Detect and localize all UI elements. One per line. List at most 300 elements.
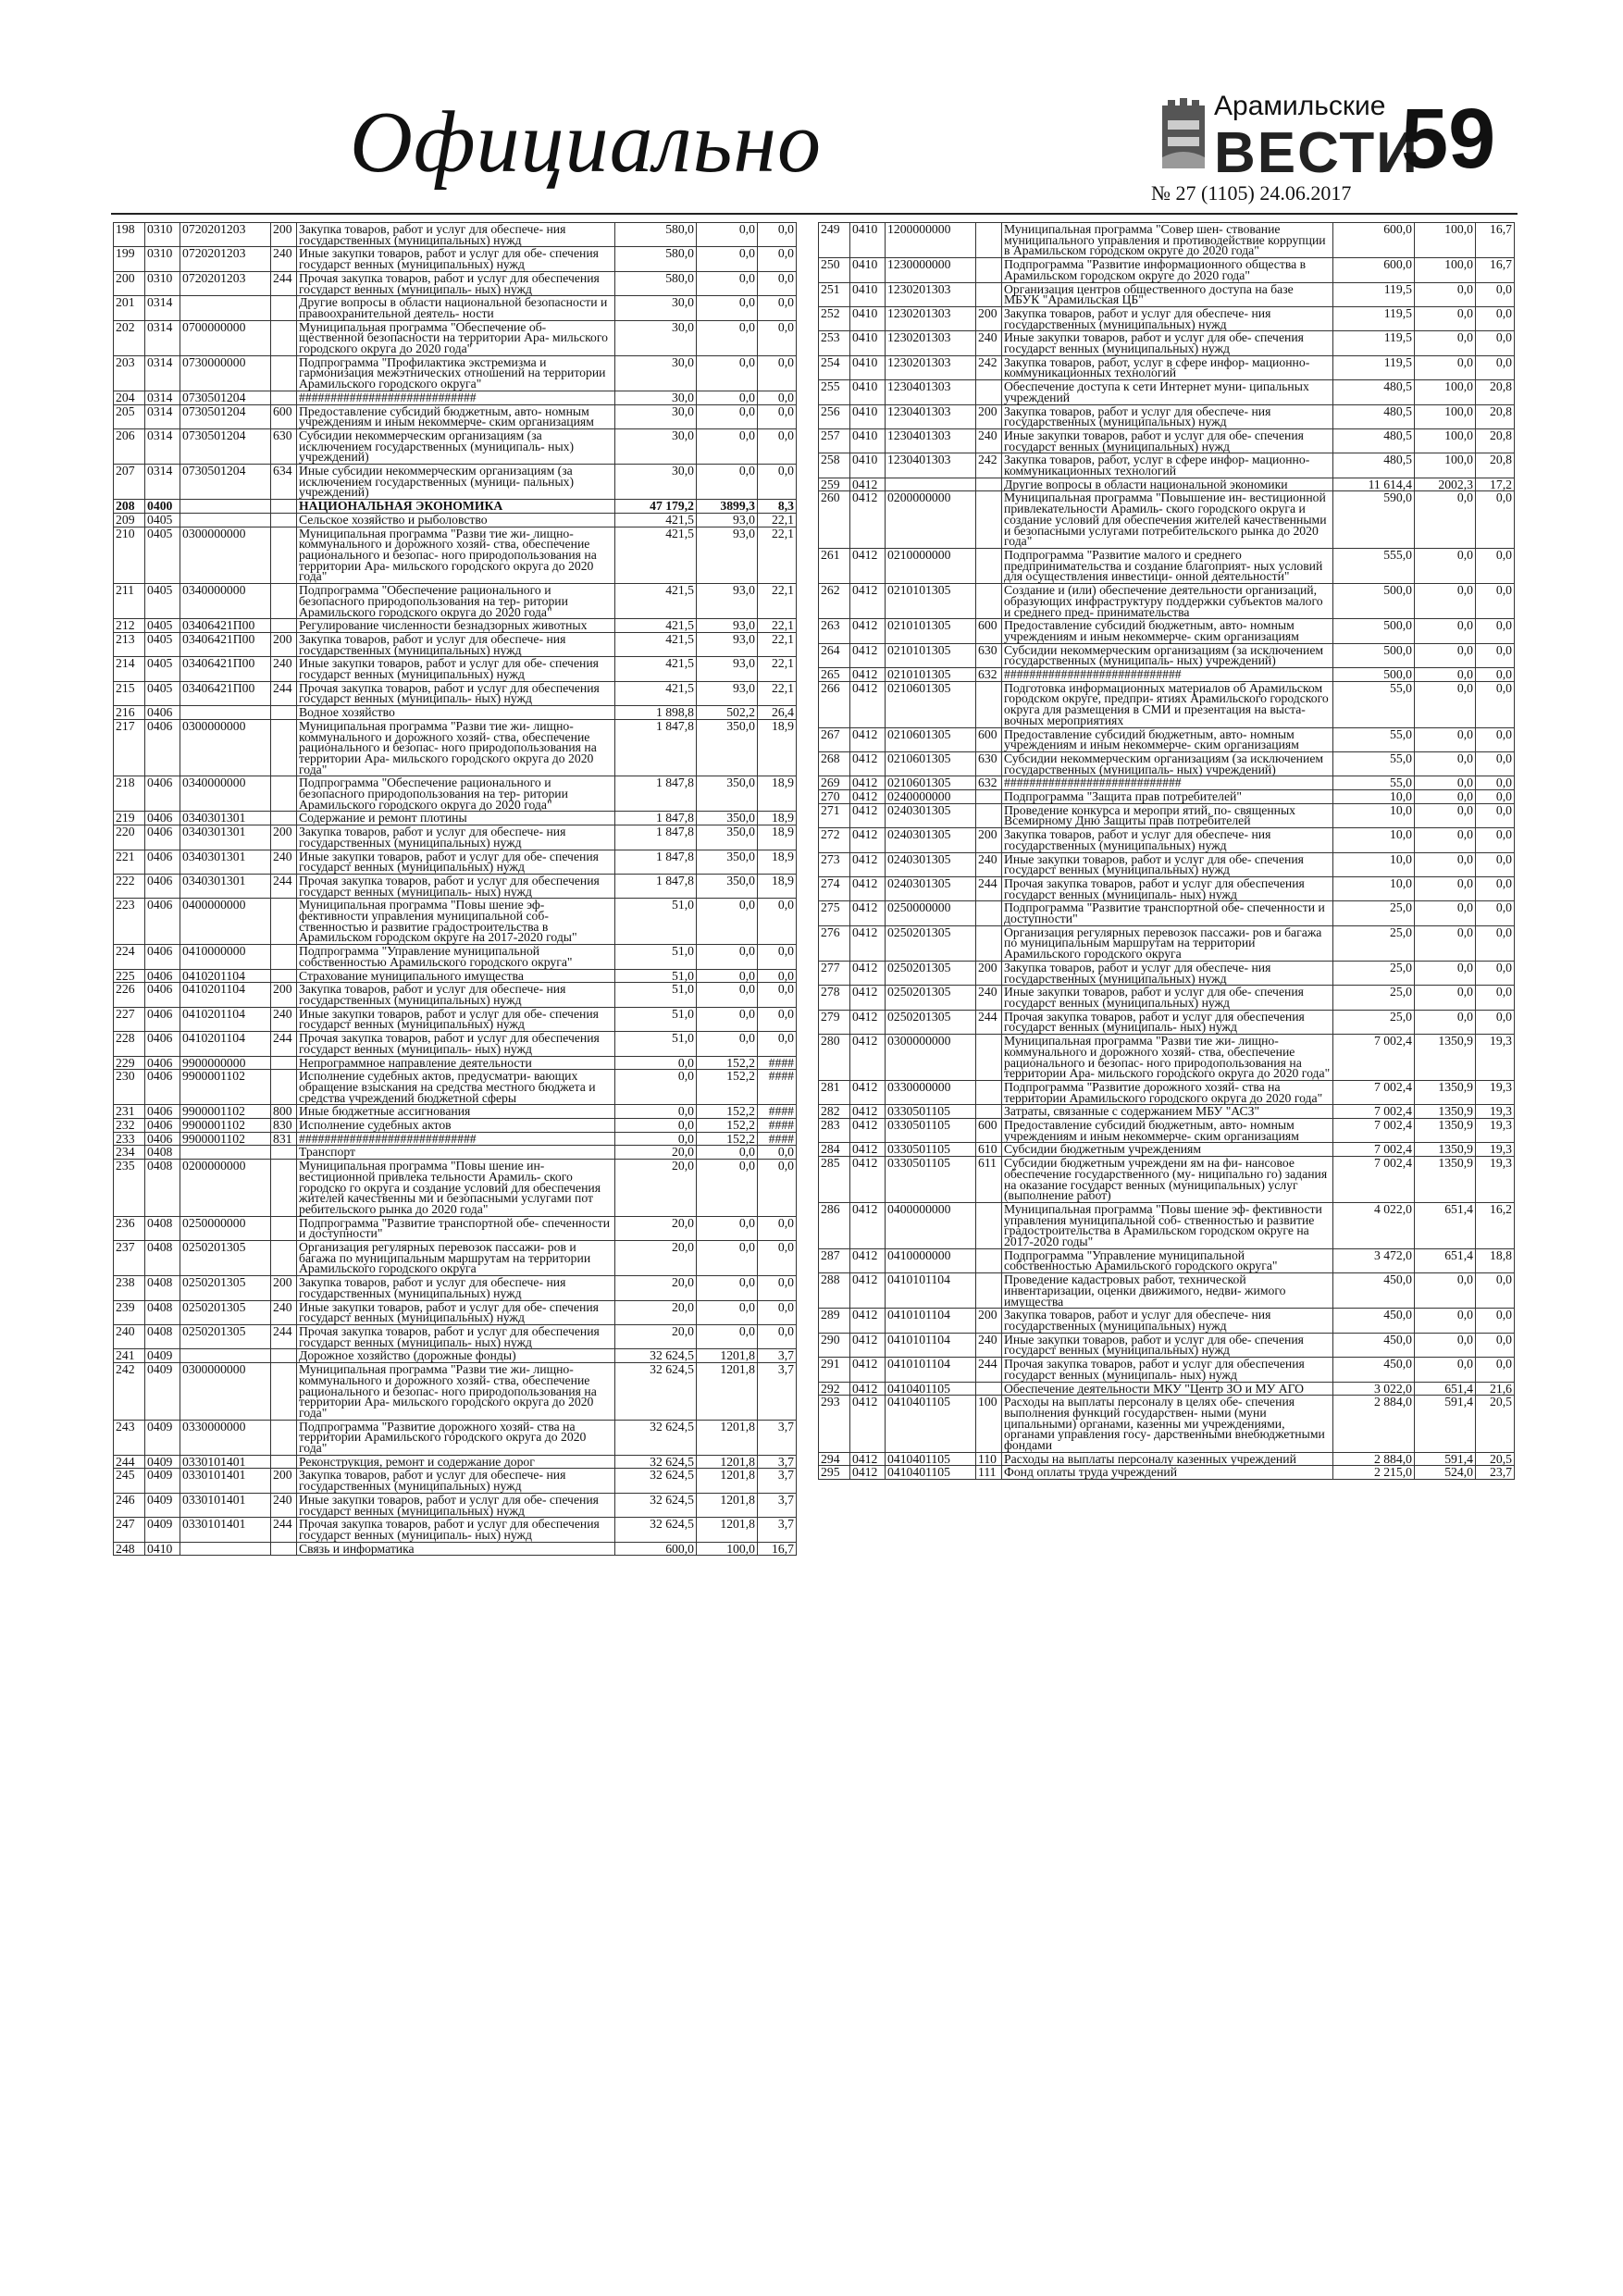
- percent-executed: 22,1: [758, 619, 797, 633]
- expense-type: [271, 719, 297, 776]
- section-code: 0412: [850, 584, 886, 619]
- section-code: 0412: [850, 1358, 886, 1382]
- section-code: 0405: [145, 619, 180, 633]
- percent-executed: 0,0: [758, 465, 797, 500]
- table-row: [819, 727, 1515, 751]
- table-row: [819, 258, 1515, 282]
- plan-amount: 10,0: [1333, 828, 1415, 852]
- target-code: [180, 513, 271, 527]
- item-name: Закупка товаров, работ и услуг для обеспече- ния государственных (муниципальных) нужд: [297, 983, 615, 1007]
- item-name: Фонд оплаты труда учреждений: [1002, 1466, 1333, 1480]
- section-code: 0412: [850, 901, 886, 925]
- plan-amount: 20,0: [615, 1276, 697, 1300]
- percent-executed: 0,0: [1476, 751, 1515, 776]
- section-code: 0314: [145, 465, 180, 500]
- executed-amount: 591,4: [1415, 1396, 1476, 1453]
- executed-amount: 0,0: [697, 1007, 758, 1031]
- executed-amount: 0,0: [697, 969, 758, 983]
- executed-amount: 0,0: [1415, 584, 1476, 619]
- table-row: [819, 776, 1515, 790]
- executed-amount: 1201,8: [697, 1455, 758, 1469]
- percent-executed: 0,0: [1476, 668, 1515, 682]
- table-row: [114, 355, 797, 391]
- executed-amount: 100,0: [1415, 404, 1476, 428]
- percent-executed: 0,0: [1476, 1358, 1515, 1382]
- row-number: 239: [114, 1300, 145, 1324]
- expense-type: 200: [271, 983, 297, 1007]
- target-code: 0250000000: [886, 901, 976, 925]
- table-row: [114, 527, 797, 584]
- plan-amount: 20,0: [615, 1324, 697, 1348]
- expense-type: [976, 282, 1002, 306]
- plan-amount: 51,0: [615, 945, 697, 969]
- executed-amount: 1201,8: [697, 1518, 758, 1542]
- target-code: 1230401303: [886, 380, 976, 404]
- target-code: 0410101104: [886, 1358, 976, 1382]
- section-code: 0412: [850, 828, 886, 852]
- percent-executed: 19,3: [1476, 1080, 1515, 1104]
- percent-executed: 0,0: [758, 945, 797, 969]
- target-code: 0700000000: [180, 320, 271, 355]
- plan-amount: 1 847,8: [615, 850, 697, 874]
- target-code: 0410000000: [180, 945, 271, 969]
- target-code: 0330000000: [180, 1420, 271, 1455]
- section-code: 0412: [850, 961, 886, 985]
- plan-amount: 421,5: [615, 584, 697, 619]
- row-number: 206: [114, 428, 145, 464]
- item-name: Расходы на выплаты персоналу казенных учреждений: [1002, 1452, 1333, 1466]
- executed-amount: 152,2: [697, 1132, 758, 1146]
- plan-amount: 119,5: [1333, 355, 1415, 379]
- item-name: Подпрограмма "Развитие транспортной обе- спеченности и доступности": [297, 1216, 615, 1240]
- table-row: [819, 491, 1515, 549]
- section-code: 0410: [850, 404, 886, 428]
- percent-executed: 0,0: [758, 1300, 797, 1324]
- plan-amount: 500,0: [1333, 668, 1415, 682]
- expense-type: 240: [271, 1300, 297, 1324]
- section-code: 0314: [145, 428, 180, 464]
- section-code: 0405: [145, 657, 180, 681]
- target-code: 1230201303: [886, 306, 976, 330]
- expense-type: [271, 619, 297, 633]
- target-code: 0240301305: [886, 828, 976, 852]
- section-code: 0412: [850, 1396, 886, 1453]
- plan-amount: 421,5: [615, 513, 697, 527]
- section-code: 0406: [145, 812, 180, 825]
- budget-table-left: [113, 222, 797, 1556]
- table-row: [819, 1080, 1515, 1104]
- plan-amount: 51,0: [615, 1032, 697, 1056]
- target-code: 0200000000: [180, 1160, 271, 1217]
- row-number: 223: [114, 899, 145, 945]
- row-number: 213: [114, 632, 145, 656]
- row-number: 258: [819, 453, 850, 478]
- row-number: 252: [819, 306, 850, 330]
- item-name: Затраты, связанные с содержанием МБУ "АСЗ": [1002, 1105, 1333, 1119]
- executed-amount: 0,0: [1415, 681, 1476, 727]
- item-name: НАЦИОНАЛЬНАЯ ЭКОНОМИКА: [297, 500, 615, 514]
- item-name: Муниципальная программа "Повы шение эф- фективности управления муниципальной соб- ственностью и развитие градостроительства в Арамильском городском округе на 2017-2020 годы": [297, 899, 615, 945]
- expense-type: 200: [976, 306, 1002, 330]
- executed-amount: 0,0: [697, 404, 758, 428]
- percent-executed: 18,9: [758, 812, 797, 825]
- target-code: 0730501204: [180, 428, 271, 464]
- row-number: 215: [114, 681, 145, 705]
- row-number: 202: [114, 320, 145, 355]
- section-code: 0412: [850, 876, 886, 900]
- executed-amount: 152,2: [697, 1105, 758, 1119]
- plan-amount: 47 179,2: [615, 500, 697, 514]
- expense-type: [271, 1056, 297, 1070]
- percent-executed: 0,0: [1476, 876, 1515, 900]
- budget-table-right: [818, 222, 1515, 1480]
- item-name: Подготовка информационных материалов об Арамильском городском округе, предпри- ятиях Арамильского городского округа для размещения в СМИ и презентация на выста- вочных мероприятиях: [1002, 681, 1333, 727]
- executed-amount: 93,0: [697, 681, 758, 705]
- row-number: 264: [819, 643, 850, 667]
- item-name: ############################: [1002, 668, 1333, 682]
- target-code: 0330101401: [180, 1518, 271, 1542]
- section-code: 0412: [850, 1202, 886, 1248]
- executed-amount: 1350,9: [1415, 1035, 1476, 1081]
- section-code: 0410: [850, 258, 886, 282]
- executed-amount: 93,0: [697, 527, 758, 584]
- item-name: Проведение кадастровых работ, технической инвентаризации, оценки движимого, недви- жимого имущества: [1002, 1273, 1333, 1309]
- target-code: 0250201305: [886, 925, 976, 961]
- item-name: Иные закупки товаров, работ и услуг для обе- спечения государст венных (муниципальных) нужд: [1002, 428, 1333, 453]
- section-code: 0310: [145, 247, 180, 271]
- expense-type: [271, 1146, 297, 1160]
- expense-type: [271, 706, 297, 720]
- table-row: [819, 306, 1515, 330]
- table-row: [114, 1007, 797, 1031]
- percent-executed: 0,0: [758, 355, 797, 391]
- expense-type: [271, 1070, 297, 1105]
- item-name: Иные закупки товаров, работ и услуг для обе- спечения государст венных (муниципальных) нужд: [297, 850, 615, 874]
- expense-type: 600: [271, 404, 297, 428]
- percent-executed: 0,0: [1476, 986, 1515, 1010]
- target-code: 0210101305: [886, 668, 976, 682]
- expense-type: [271, 1349, 297, 1363]
- percent-executed: 0,0: [1476, 901, 1515, 925]
- plan-amount: 55,0: [1333, 776, 1415, 790]
- item-name: Прочая закупка товаров, работ и услуг для обеспечения государст венных (муниципаль- ных) нужд: [297, 874, 615, 898]
- item-name: Муниципальная программа "Повы шение ин- вестиционной привлека тельности Арамиль- ского городско го округа и создание условий для обеспечения жителей качественны ми и безопасными услугами пот ребительского рынка до 2020 года": [297, 1160, 615, 1217]
- table-row: [114, 428, 797, 464]
- item-name: Предоставление субсидий бюджетным, авто- номным учреждениям и иным некоммерче- ским организациям: [1002, 727, 1333, 751]
- row-number: 232: [114, 1119, 145, 1133]
- plan-amount: 421,5: [615, 619, 697, 633]
- target-code: 0340000000: [180, 584, 271, 619]
- target-code: 0400000000: [886, 1202, 976, 1248]
- percent-executed: 0,0: [1476, 681, 1515, 727]
- table-row: [114, 223, 797, 247]
- section-code: 0412: [850, 478, 886, 491]
- expense-type: [271, 1241, 297, 1276]
- item-name: Муниципальная программа "Совер шен- ствование муниципального управления и противодействие коррупции в Арамильском городском округе до 2020 года": [1002, 223, 1333, 258]
- row-number: 260: [819, 491, 850, 549]
- section-code: 0408: [145, 1276, 180, 1300]
- item-name: Муниципальная программа "Повы шение эф- фективности управления муниципальной соб- ственностью и развитие градостроительства в Арамильском городском округе на 2017-2020 годы": [1002, 1202, 1333, 1248]
- expense-type: 600: [976, 727, 1002, 751]
- expense-type: 240: [271, 657, 297, 681]
- executed-amount: 152,2: [697, 1119, 758, 1133]
- target-code: 0210101305: [886, 619, 976, 643]
- section-code: 0400: [145, 500, 180, 514]
- table-row: [819, 1396, 1515, 1453]
- item-name: Прочая закупка товаров, работ и услуг для обеспечения государст венных (муниципаль- ных) нужд: [297, 1518, 615, 1542]
- executed-amount: 100,0: [1415, 428, 1476, 453]
- target-code: 0410401105: [886, 1382, 976, 1396]
- target-code: 0300000000: [180, 1363, 271, 1421]
- plan-amount: 580,0: [615, 223, 697, 247]
- target-code: 0410201104: [180, 983, 271, 1007]
- item-name: Прочая закупка товаров, работ и услуг для обеспечения государст венных (муниципаль- ных) нужд: [1002, 1358, 1333, 1382]
- section-code: 0412: [850, 776, 886, 790]
- plan-amount: 32 624,5: [615, 1420, 697, 1455]
- executed-amount: 651,4: [1415, 1202, 1476, 1248]
- percent-executed: 0,0: [758, 320, 797, 355]
- executed-amount: 1201,8: [697, 1469, 758, 1493]
- row-number: 256: [819, 404, 850, 428]
- plan-amount: 2 884,0: [1333, 1452, 1415, 1466]
- item-name: Закупка товаров, работ и услуг для обеспече- ния государственных (муниципальных) нужд: [1002, 404, 1333, 428]
- table-row: [819, 428, 1515, 453]
- expense-type: [271, 812, 297, 825]
- executed-amount: 0,0: [1415, 282, 1476, 306]
- item-name: Иные закупки товаров, работ и услуг для обе- спечения государст венных (муниципальных) нужд: [1002, 331, 1333, 355]
- percent-executed: 0,0: [758, 223, 797, 247]
- item-name: Закупка товаров, работ, услуг в сфере инфор- мационно-коммуникационных технологий: [1002, 453, 1333, 478]
- expense-type: [976, 1035, 1002, 1081]
- percent-executed: 22,1: [758, 681, 797, 705]
- item-name: Подпрограмма "Обеспечение рационального и безопасного природопользования на тер- ритории Арамильского городского округа до 2020 года": [297, 776, 615, 812]
- section-title: Официально: [350, 94, 823, 191]
- plan-amount: 25,0: [1333, 925, 1415, 961]
- item-name: Исполнение судебных актов: [297, 1119, 615, 1133]
- table-row: [114, 1105, 797, 1119]
- section-code: 0405: [145, 681, 180, 705]
- executed-amount: 0,0: [1415, 1273, 1476, 1309]
- table-row: [114, 1469, 797, 1493]
- item-name: Водное хозяйство: [297, 706, 615, 720]
- percent-executed: 0,0: [1476, 852, 1515, 876]
- row-number: 276: [819, 925, 850, 961]
- percent-executed: 18,9: [758, 874, 797, 898]
- budget-table-right-column: [818, 222, 1514, 1480]
- table-row: [819, 223, 1515, 258]
- item-name: Закупка товаров, работ и услуг для обеспече- ния государственных (муниципальных) нужд: [1002, 1309, 1333, 1333]
- plan-amount: 30,0: [615, 391, 697, 404]
- expense-type: [976, 258, 1002, 282]
- section-code: 0410: [145, 1542, 180, 1556]
- item-name: Иные закупки товаров, работ и услуг для обе- спечения государст венных (муниципальных) нужд: [1002, 1333, 1333, 1357]
- executed-amount: 0,0: [1415, 1333, 1476, 1357]
- section-code: 0412: [850, 751, 886, 776]
- executed-amount: 0,0: [697, 1160, 758, 1217]
- percent-executed: 16,7: [1476, 223, 1515, 258]
- table-row: [114, 657, 797, 681]
- percent-executed: 0,0: [758, 391, 797, 404]
- section-code: 0406: [145, 1132, 180, 1146]
- executed-amount: 100,0: [1415, 258, 1476, 282]
- percent-executed: 0,0: [1476, 803, 1515, 827]
- plan-amount: 1 847,8: [615, 776, 697, 812]
- table-row: [114, 825, 797, 850]
- target-code: 0410201104: [180, 1032, 271, 1056]
- table-row: [819, 1466, 1515, 1480]
- executed-amount: 100,0: [1415, 380, 1476, 404]
- plan-amount: 590,0: [1333, 491, 1415, 549]
- item-name: Иные закупки товаров, работ и услуг для обе- спечения государст венных (муниципальных) нужд: [1002, 852, 1333, 876]
- item-name: Проведение конкурса и меропри ятий, по- священных Всемирному Дню Защиты прав потребителей: [1002, 803, 1333, 827]
- target-code: 0330000000: [886, 1080, 976, 1104]
- target-code: [180, 296, 271, 320]
- executed-amount: 0,0: [1415, 643, 1476, 667]
- section-code: 0410: [850, 306, 886, 330]
- expense-type: 200: [976, 828, 1002, 852]
- section-code: 0405: [145, 513, 180, 527]
- plan-amount: 7 002,4: [1333, 1119, 1415, 1143]
- item-name: Подпрограмма "Развитие транспортной обе- спеченности и доступности": [1002, 901, 1333, 925]
- row-number: 208: [114, 500, 145, 514]
- percent-executed: 0,0: [1476, 548, 1515, 583]
- item-name: ############################: [297, 391, 615, 404]
- percent-executed: 8,3: [758, 500, 797, 514]
- table-row: [114, 1032, 797, 1056]
- plan-amount: 30,0: [615, 320, 697, 355]
- item-name: ############################: [297, 1132, 615, 1146]
- executed-amount: 1350,9: [1415, 1119, 1476, 1143]
- target-code: 0210601305: [886, 681, 976, 727]
- row-number: 210: [114, 527, 145, 584]
- item-name: Непрограммное направление деятельности: [297, 1056, 615, 1070]
- target-code: 0200000000: [886, 491, 976, 549]
- expense-type: 240: [271, 247, 297, 271]
- row-number: 288: [819, 1273, 850, 1309]
- percent-executed: ####: [758, 1056, 797, 1070]
- row-number: 227: [114, 1007, 145, 1031]
- item-name: Сельское хозяйство и рыболовство: [297, 513, 615, 527]
- row-number: 214: [114, 657, 145, 681]
- percent-executed: 0,0: [758, 271, 797, 295]
- plan-amount: 600,0: [1333, 223, 1415, 258]
- section-code: 0412: [850, 548, 886, 583]
- row-number: 273: [819, 852, 850, 876]
- plan-amount: 555,0: [1333, 548, 1415, 583]
- table-row: [114, 320, 797, 355]
- plan-amount: 580,0: [615, 247, 697, 271]
- expense-type: [976, 1202, 1002, 1248]
- item-name: Прочая закупка товаров, работ и услуг для обеспечения государст венных (муниципаль- ных) нужд: [1002, 1010, 1333, 1034]
- section-code: 0412: [850, 1309, 886, 1333]
- section-code: 0409: [145, 1420, 180, 1455]
- expense-type: 111: [976, 1466, 1002, 1480]
- item-name: Подпрограмма "Профилактика экстремизма и гармонизация межэтнических отношений на территории Арамильского городского округа": [297, 355, 615, 391]
- expense-type: [976, 681, 1002, 727]
- row-number: 261: [819, 548, 850, 583]
- table-row: [114, 619, 797, 633]
- executed-amount: 0,0: [1415, 331, 1476, 355]
- table-row: [819, 453, 1515, 478]
- executed-amount: 1350,9: [1415, 1143, 1476, 1157]
- plan-amount: 1 847,8: [615, 874, 697, 898]
- percent-executed: 21,6: [1476, 1382, 1515, 1396]
- item-name: Закупка товаров, работ и услуг для обеспече- ния государственных (муниципальных) нужд: [1002, 306, 1333, 330]
- expense-type: 200: [976, 1309, 1002, 1333]
- table-row: [819, 790, 1515, 804]
- item-name: Расходы на выплаты персоналу в целях обе- спечения выполнения функций государствен- ными (муни ципальными) органами, казенны ми учреждениями, органами управления госу- дарственными внебюджетными фондами: [1002, 1396, 1333, 1453]
- row-number: 265: [819, 668, 850, 682]
- row-number: 267: [819, 727, 850, 751]
- item-name: Подпрограмма "Обеспечение рационального и безопасного природопользования на тер- ритории Арамильского городского округа до 2020 года": [297, 584, 615, 619]
- plan-amount: 7 002,4: [1333, 1157, 1415, 1203]
- section-code: 0406: [145, 776, 180, 812]
- plan-amount: 32 624,5: [615, 1493, 697, 1517]
- target-code: [180, 1146, 271, 1160]
- row-number: 198: [114, 223, 145, 247]
- section-code: 0408: [145, 1324, 180, 1348]
- target-code: 0730501204: [180, 391, 271, 404]
- executed-amount: 0,0: [697, 1276, 758, 1300]
- percent-executed: 22,1: [758, 513, 797, 527]
- section-code: 0412: [850, 803, 886, 827]
- table-row: [819, 1333, 1515, 1357]
- table-row: [819, 1035, 1515, 1081]
- table-row: [114, 983, 797, 1007]
- executed-amount: 0,0: [1415, 751, 1476, 776]
- section-code: 0412: [850, 986, 886, 1010]
- target-code: 0720201203: [180, 247, 271, 271]
- section-code: 0412: [850, 491, 886, 549]
- target-code: 0210601305: [886, 776, 976, 790]
- percent-executed: 0,0: [1476, 643, 1515, 667]
- percent-executed: 16,7: [1476, 258, 1515, 282]
- item-name: Подпрограмма "Развитие дорожного хозяй- ства на территории Арамильского городского округа до 2020 года": [1002, 1080, 1333, 1104]
- target-code: 0400000000: [180, 899, 271, 945]
- section-code: 0406: [145, 850, 180, 874]
- item-name: Содержание и ремонт плотины: [297, 812, 615, 825]
- item-name: Прочая закупка товаров, работ и услуг для обеспечения государст венных (муниципаль- ных) нужд: [1002, 876, 1333, 900]
- row-number: 293: [819, 1396, 850, 1453]
- executed-amount: 0,0: [1415, 852, 1476, 876]
- item-name: Другие вопросы в области национальной безопасности и правоохранительной деятель- ности: [297, 296, 615, 320]
- percent-executed: 0,0: [1476, 1273, 1515, 1309]
- table-row: [114, 1542, 797, 1556]
- executed-amount: 3899,3: [697, 500, 758, 514]
- plan-amount: 1 847,8: [615, 825, 697, 850]
- percent-executed: 19,3: [1476, 1119, 1515, 1143]
- target-code: [180, 1349, 271, 1363]
- target-code: 9900001102: [180, 1105, 271, 1119]
- section-code: 0408: [145, 1300, 180, 1324]
- table-row: [819, 1358, 1515, 1382]
- table-row: [114, 1241, 797, 1276]
- item-name: Муниципальная программа "Разви тие жи- лищно-коммунального и дорожного хозяй- ства, обеспечение рационального и безопас- ного природопользования на территории Ара- мильского городского округа до 2020 года": [1002, 1035, 1333, 1081]
- percent-executed: 18,9: [758, 776, 797, 812]
- expense-type: 244: [271, 271, 297, 295]
- table-row: [819, 1143, 1515, 1157]
- executed-amount: 93,0: [697, 584, 758, 619]
- item-name: Муниципальная программа "Обеспечение об- щественной безопасности на территории Ара- мильского городского округа до 2020 года": [297, 320, 615, 355]
- target-code: 9900001102: [180, 1119, 271, 1133]
- plan-amount: 450,0: [1333, 1309, 1415, 1333]
- expense-type: 200: [271, 223, 297, 247]
- expense-type: 831: [271, 1132, 297, 1146]
- percent-executed: 0,0: [1476, 1309, 1515, 1333]
- executed-amount: 0,0: [1415, 986, 1476, 1010]
- plan-amount: 32 624,5: [615, 1518, 697, 1542]
- section-code: 0412: [850, 668, 886, 682]
